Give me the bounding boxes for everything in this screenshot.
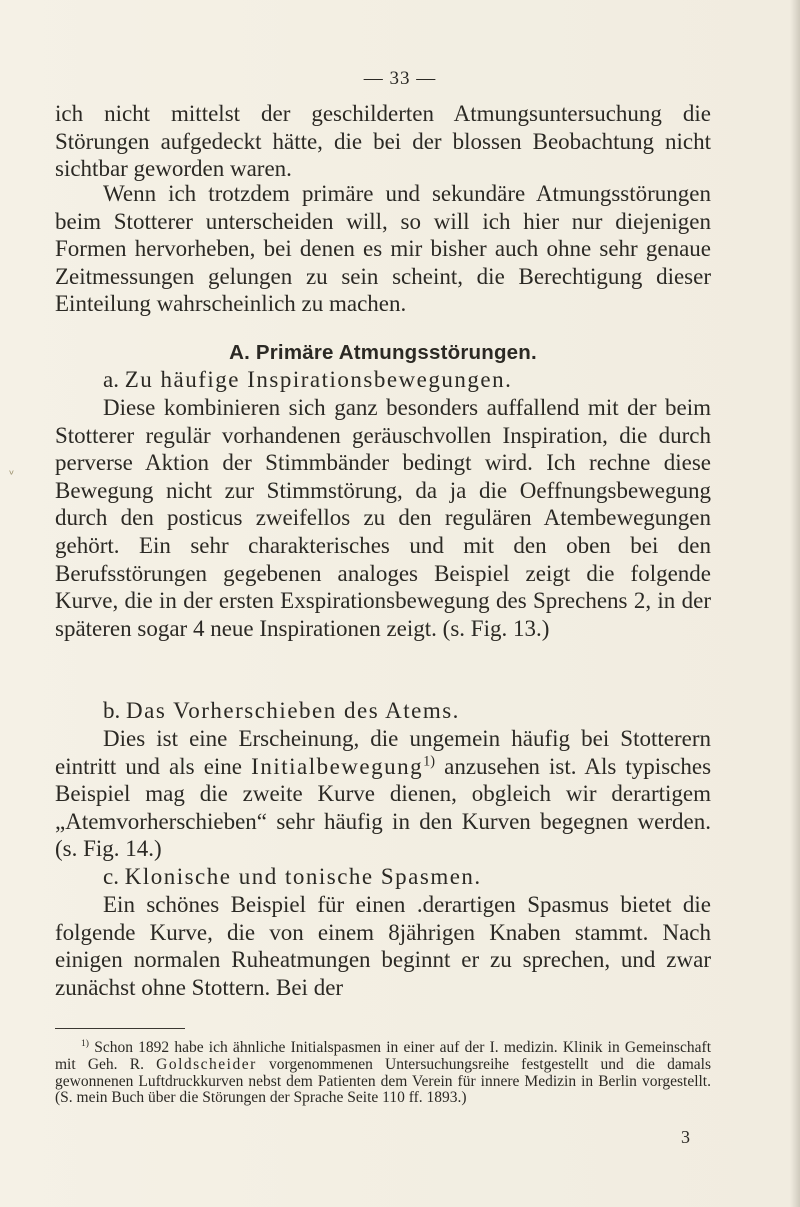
paragraph-intro	[55, 180, 711, 318]
subsection-title: Klonische und tonische Spasmen.	[124, 864, 482, 889]
paragraph-text: Ein schönes Beispiel für einen .derartigen Spasmus bietet die folgende Kurve, die von einem 8jährigen Knaben stammt. Nach einigen normalen Ruheatmungen beginnt er zu sprechen, und zwar zunächst ohne Stottern. Bei der	[55, 892, 711, 1000]
paragraph-text: Wenn ich trotzdem primäre und sekundäre Atmungsstörungen beim Stotterer unterscheiden will, so will ich hier nur diejenigen Formen hervorheben, bei denen es mir bisher auch ohne sehr genaue Zeitmessungen gelungen zu sein scheint, die Berechtigung dieser Einteilung wahrscheinlich zu machen.	[55, 181, 711, 317]
subsection-letter: a.	[103, 367, 119, 392]
page-edge-shadow	[790, 0, 800, 1207]
section-heading: A. Primäre Atmungsstörungen.	[229, 341, 537, 364]
footnote-reference[interactable]: 1)	[423, 752, 435, 769]
subsection-title: Das Vorherschieben des Atems.	[126, 698, 460, 723]
subsection-title-a	[55, 366, 711, 394]
page-number: — 33 —	[363, 68, 437, 89]
printer-signature: 3	[681, 1127, 690, 1147]
subsection-body-b	[55, 725, 711, 863]
ink-mark-icon: ᵛ	[9, 468, 15, 483]
subsection-letter: b.	[103, 698, 121, 723]
paragraph-text: Diese kombinieren sich ganz besonders auffallend mit der beim Stotterer regulär vorhandenen geräuschvollen Inspiration, die durch perverse Aktion der Stimmbänder bedingt wird. Ich rechne diese Bewegung nicht zur Stimmstörung, da ja die Oeffnungsbewegung durch den posticus zweifellos zu den regulären Atembewegungen gehört. Ein sehr charakterisches und mit den oben bei den Berufsstörungen gegebenen analoges Beispiel zeigt die folgende Kurve, die in der ersten Exspirationsbewegung des Sprechens 2, in der späteren sogar 4 neue Inspirationen zeigt. (s. Fig. 13.)	[55, 395, 711, 641]
footnote-text	[55, 1037, 712, 1107]
footnote-name: Goldscheider	[156, 1055, 257, 1073]
footnote	[55, 1037, 712, 1107]
subsection-title-b	[55, 697, 711, 725]
paragraph-text: ich nicht mittelst der geschilderten Atmungsuntersuchung die Störungen aufgedeckt hätte, die bei der blossen Beobachtung nicht sichtbar geworden waren.	[55, 101, 711, 182]
subsection-body-a	[55, 394, 711, 642]
subsection-title: Zu häufige Inspirationsbewegungen.	[124, 367, 513, 392]
footnote-marker: 1)	[81, 1037, 89, 1049]
footnote-divider	[55, 1028, 185, 1029]
subsection-body-c	[55, 891, 711, 1001]
paragraph-text-part: anzusehen ist. Als typisches Beispiel mag die zweite Kurve dienen, obgleich wir derartigem „Atemvorherschieben“ sehr häufig in den Kurven begegnen werden. (s. Fig. 14.)	[55, 753, 712, 862]
paragraph-text	[55, 725, 711, 863]
paragraph-text-part: Dies ist eine Erscheinung, die ungemein häufig bei Stotterern eintritt und als eine	[55, 726, 711, 779]
footnote-text-part: vorgenommenen Untersuchungsreihe festgestellt und die damals gewonnenen Luftdruckkurven nebst dem Patienten dem Verein für innere Medizin in Berlin vorgestellt. (S. mein Buch über die Störungen der Sprache Seite 110 ff. 1893.)	[55, 1055, 711, 1107]
subsection-title-c	[55, 863, 711, 891]
spaced-term: Initialbewegung	[251, 753, 424, 779]
paragraph-continuation	[55, 100, 711, 183]
footnote-text-part: Schon 1892 habe ich ähnliche Initialspasmen in einer auf der I. medizin. Klinik in Gemeinschaft mit Geh. R.	[55, 1039, 712, 1073]
subsection-letter: c.	[103, 864, 119, 889]
